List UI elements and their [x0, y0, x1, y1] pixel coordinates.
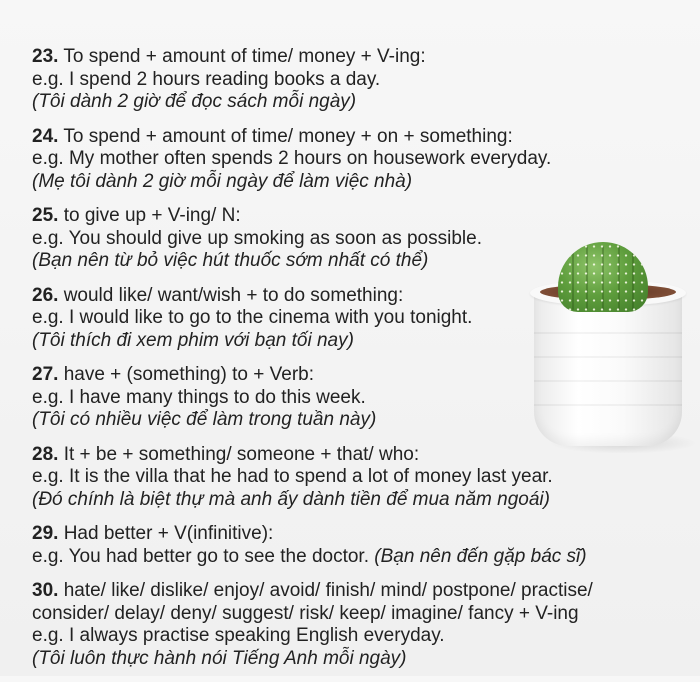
pot-ring [534, 380, 682, 382]
rule-translation: (Tôi dành 2 giờ để đọc sách mỗi ngày) [32, 91, 357, 112]
rule-translation: (Tôi có nhiều việc để làm trong tuần này) [32, 409, 377, 430]
pot-ring [534, 356, 682, 358]
rule-formula [32, 523, 682, 546]
rule-number: 27. [32, 364, 59, 385]
rule-translation: (Bạn nên đến gặp bác sĩ) [374, 545, 587, 567]
rule-example: e.g. I always practise speaking English everyday. [32, 625, 445, 646]
rule-example-text: e.g. You had better go to see the doctor. [32, 545, 375, 567]
rule-translation: (Tôi thích đi xem phim với bạn tối nay) [32, 329, 354, 351]
rule-example: e.g. I have many things to do this week. [32, 386, 366, 408]
rule-formula-text: Had better + V(infinitive): [58, 523, 274, 544]
rule-number: 28. [32, 443, 59, 465]
rule-24 [32, 126, 682, 194]
pot-ring [534, 332, 682, 334]
pot-ring [534, 404, 682, 406]
rule-formula-text: to give up + V-ing/ N: [58, 205, 241, 226]
rule-formula-text: hate/ like/ dislike/ enjoy/ avoid/ finish/ mind/ postpone/ practise/ [58, 580, 593, 601]
rule-translation: (Tôi luôn thực hành nói Tiếng Anh mỗi ngày) [32, 647, 407, 669]
rule-23 [32, 46, 682, 114]
rule-example: e.g. I spend 2 hours reading books a day. [32, 68, 381, 90]
rule-example: e.g. It is the villa that he had to spend a lot of money last year. [32, 466, 553, 487]
rule-translation: (Mẹ tôi dành 2 giờ mỗi ngày để làm việc nhà) [32, 170, 413, 192]
rule-number: 26. [32, 284, 59, 306]
rule-example: e.g. My mother often spends 2 hours on housework everyday. [32, 148, 552, 169]
rule-30 [32, 580, 682, 670]
rule-formula [32, 126, 682, 149]
rule-29 [32, 523, 682, 568]
rule-example [32, 546, 682, 569]
rule-example: e.g. I would like to go to the cinema with you tonight. [32, 307, 473, 328]
rule-example: e.g. You should give up smoking as soon as possible. [32, 227, 482, 249]
rule-number: 24. [32, 125, 59, 147]
cactus-in-white-pot-icon [528, 236, 690, 456]
rule-translation: (Bạn nên từ bỏ việc hút thuốc sớm nhất có thể) [32, 250, 429, 271]
rule-number: 25. [32, 205, 59, 226]
rule-formula [32, 205, 682, 228]
cactus [558, 242, 648, 312]
rule-number: 23. [32, 46, 59, 67]
rule-number: 29. [32, 523, 59, 544]
rule-number: 30. [32, 580, 59, 601]
cactus-spines [558, 242, 648, 312]
rule-formula [32, 580, 682, 603]
rule-formula-text: It + be + something/ someone + that/ who: [58, 443, 420, 465]
rule-formula-text: To spend + amount of time/ money + V-ing: [58, 46, 426, 67]
rule-formula-text: would like/ want/wish + to do something: [58, 284, 404, 306]
rule-formula-text: have + (something) to + Verb: [58, 364, 315, 385]
rule-translation: (Đó chính là biệt thự mà anh ấy dành tiền để mua năm ngoái) [32, 488, 550, 510]
rule-formula-continued: consider/ delay/ deny/ suggest/ risk/ keep/ imagine/ fancy + V-ing [32, 602, 579, 624]
rule-formula-text: To spend + amount of time/ money + on + something: [58, 125, 513, 147]
rule-formula [32, 46, 682, 69]
